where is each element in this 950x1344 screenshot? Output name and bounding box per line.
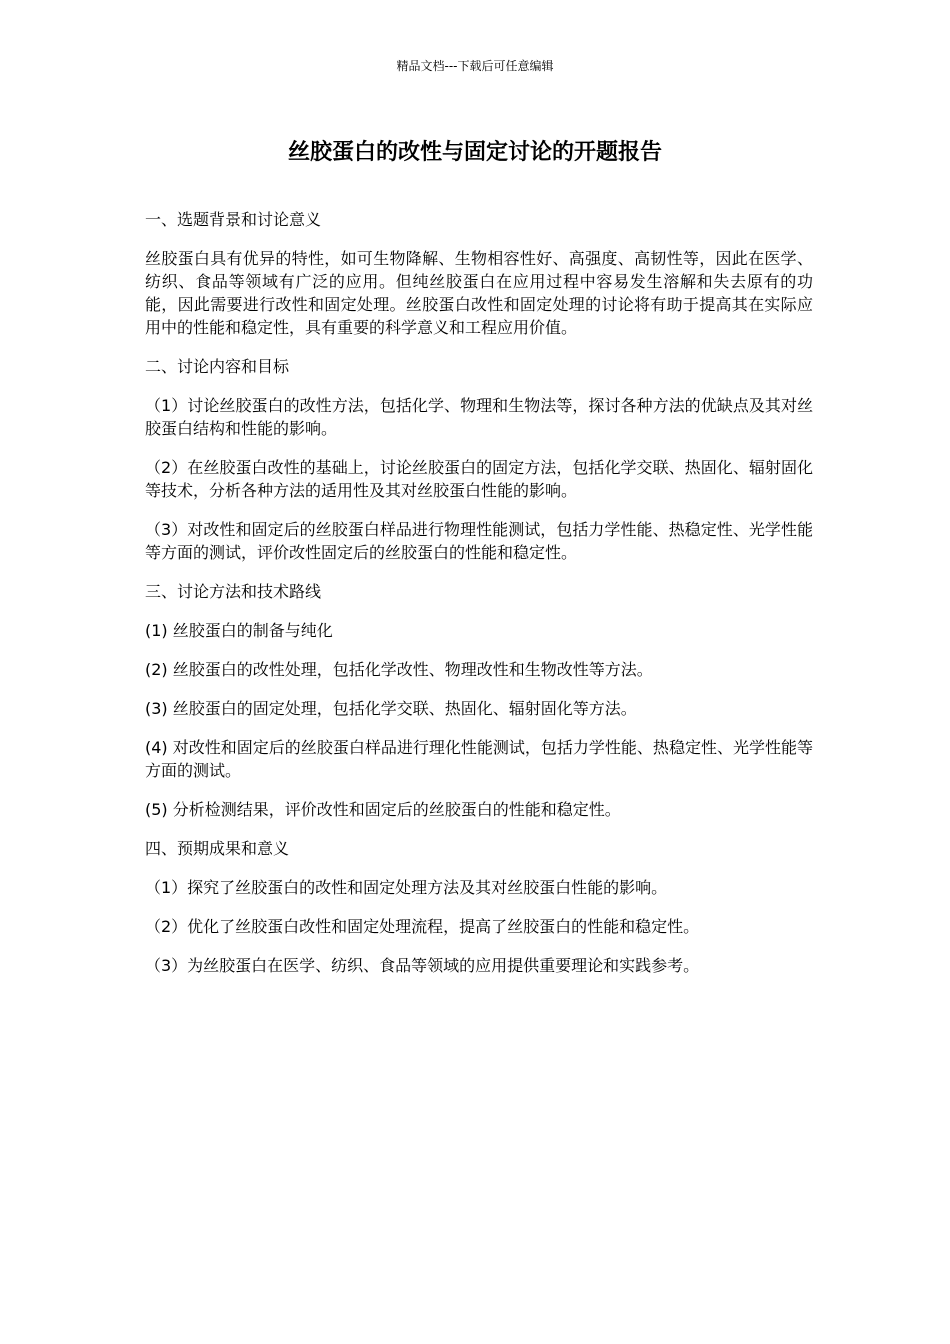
list-item: (2) 丝胶蛋白的改性处理，包括化学改性、物理改性和生物改性等方法。 — [145, 660, 653, 679]
list-item: (3) 丝胶蛋白的固定处理，包括化学交联、热固化、辐射固化等方法。 — [145, 699, 637, 718]
section-heading-background: 一、选题背景和讨论意义 — [145, 210, 322, 229]
section-heading-expected-results: 四、预期成果和意义 — [145, 839, 290, 858]
document-body — [145, 208, 813, 993]
section-heading-methods: 三、讨论方法和技术路线 — [145, 582, 322, 601]
header-note: 精品文档---下载后可任意编辑 — [396, 59, 554, 73]
section-heading-content-goals: 二、讨论内容和目标 — [145, 357, 290, 376]
document-title: 丝胶蛋白的改性与固定讨论的开题报告 — [287, 140, 662, 165]
list-item: （2）在丝胶蛋白改性的基础上，讨论丝胶蛋白的固定方法，包括化学交联、热固化、辐射固化等技术，分析各种方法的适用性及其对丝胶蛋白性能的影响。 — [145, 458, 813, 500]
list-item: (4) 对改性和固定后的丝胶蛋白样品进行理化性能测试，包括力学性能、热稳定性、光学性能等方面的测试。 — [145, 738, 813, 780]
list-item: （1）讨论丝胶蛋白的改性方法，包括化学、物理和生物法等，探讨各种方法的优缺点及其对丝胶蛋白结构和性能的影响。 — [145, 396, 813, 438]
list-item: (1) 丝胶蛋白的制备与纯化 — [145, 621, 333, 640]
list-item: （1）探究了丝胶蛋白的改性和固定处理方法及其对丝胶蛋白性能的影响。 — [145, 878, 668, 897]
list-item: （3）对改性和固定后的丝胶蛋白样品进行物理性能测试，包括力学性能、热稳定性、光学性能等方面的测试，评价改性固定后的丝胶蛋白的性能和稳定性。 — [145, 520, 813, 562]
list-item: （3）为丝胶蛋白在医学、纺织、食品等领域的应用提供重要理论和实践参考。 — [145, 956, 700, 975]
list-item: (5) 分析检测结果，评价改性和固定后的丝胶蛋白的性能和稳定性。 — [145, 800, 621, 819]
list-item: （2）优化了丝胶蛋白改性和固定处理流程，提高了丝胶蛋白的性能和稳定性。 — [145, 917, 700, 936]
section-paragraph-background: 丝胶蛋白具有优异的特性，如可生物降解、生物相容性好、高强度、高韧性等，因此在医学、纺织、食品等领域有广泛的应用。但纯丝胶蛋白在应用过程中容易发生溶解和失去原有的功能，因此需要进行改性和固定处理。丝胶蛋白改性和固定处理的讨论将有助于提高其在实际应用中的性能和稳定性，具有重要的科学意义和工程应用价值。 — [145, 249, 813, 337]
